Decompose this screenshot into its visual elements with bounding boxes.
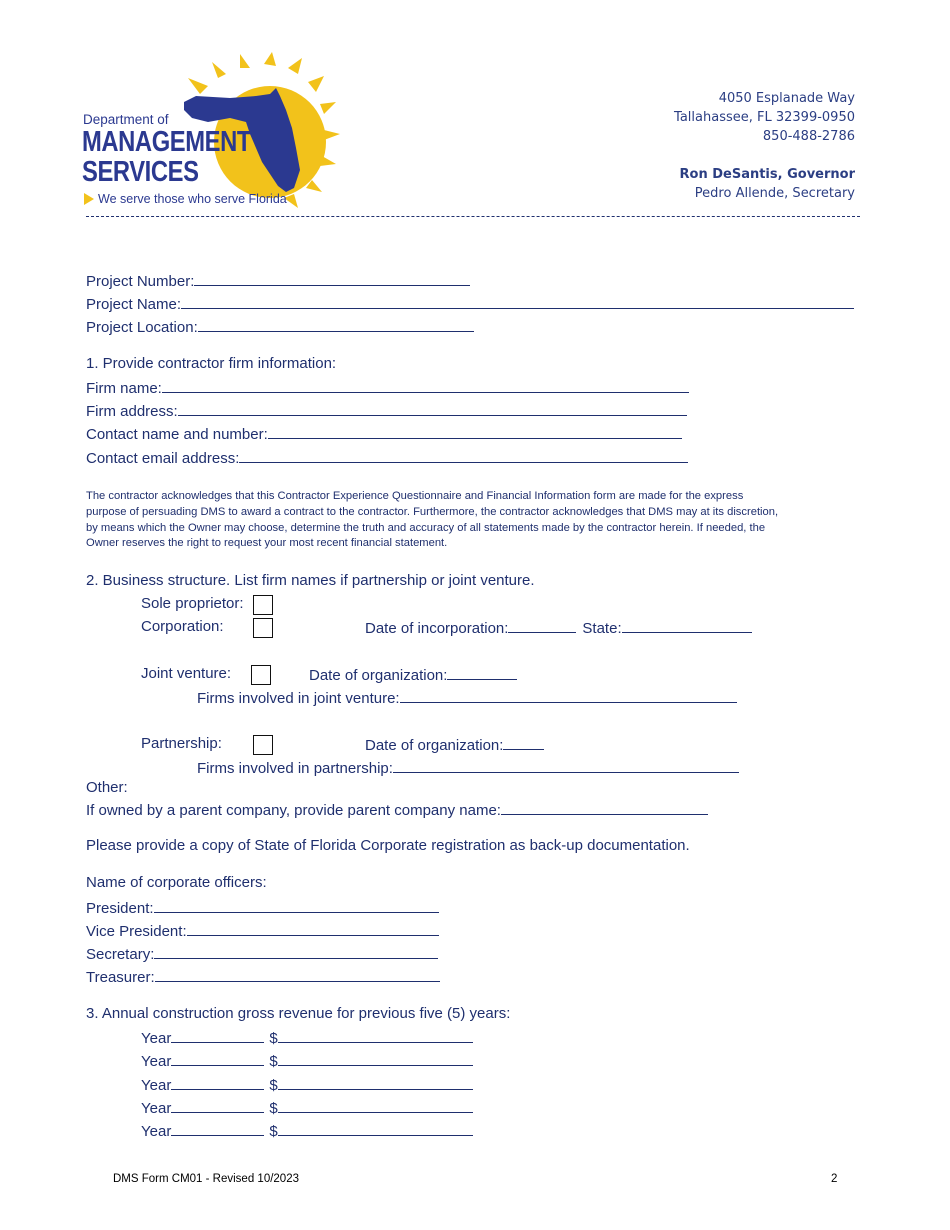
jv-firms-label: Firms involved in joint venture: bbox=[197, 690, 400, 707]
address-line-1: 4050 Esplanade Way bbox=[718, 91, 855, 106]
joint-venture-label: Joint venture: bbox=[141, 665, 232, 682]
year-label: Year bbox=[141, 1123, 172, 1140]
project-number-label: Project Number: bbox=[86, 273, 195, 290]
year-field[interactable] bbox=[171, 1028, 264, 1043]
governor-name: Ron DeSantis, Governor bbox=[679, 167, 855, 182]
treasurer-label: Treasurer: bbox=[86, 969, 155, 986]
other-label: Other: bbox=[86, 779, 128, 796]
section-2-heading: 2. Business structure. List firm names if partnership or joint venture. bbox=[86, 572, 535, 589]
currency-symbol: $ bbox=[269, 1123, 278, 1140]
jv-org-date-field[interactable] bbox=[447, 665, 517, 680]
sole-proprietor-label: Sole proprietor: bbox=[141, 595, 244, 612]
firm-address-row bbox=[86, 401, 687, 421]
currency-symbol: $ bbox=[269, 1053, 278, 1070]
acknowledgement-paragraph bbox=[86, 489, 866, 552]
address-line-2: Tallahassee, FL 32399-0950 bbox=[674, 110, 855, 125]
secretary-name: Pedro Allende, Secretary bbox=[694, 186, 855, 201]
revenue-amount-field[interactable] bbox=[278, 1075, 473, 1090]
incorporation-date-row bbox=[365, 618, 752, 638]
partnership-firms-label: Firms involved in partnership: bbox=[197, 760, 393, 777]
year-label: Year bbox=[141, 1077, 172, 1094]
incorporation-date-label: Date of incorporation: bbox=[365, 620, 509, 637]
section-3-heading: 3. Annual construction gross revenue for previous five (5) years: bbox=[86, 1005, 511, 1022]
project-name-row bbox=[86, 294, 854, 314]
logo-department-of: Department of bbox=[83, 112, 169, 127]
dms-logo bbox=[80, 52, 340, 212]
parent-company-row bbox=[86, 800, 708, 820]
logo-tagline: We serve those who serve Florida bbox=[98, 192, 287, 206]
footer-revision: 10/2023 bbox=[257, 1173, 299, 1185]
currency-symbol: $ bbox=[269, 1077, 278, 1094]
vice-president-row bbox=[86, 921, 439, 941]
incorporation-date-field[interactable] bbox=[508, 618, 576, 633]
firm-address-field[interactable] bbox=[178, 401, 687, 416]
vice-president-label: Vice President: bbox=[86, 923, 187, 940]
partnership-label: Partnership: bbox=[141, 735, 222, 752]
year-field[interactable] bbox=[171, 1098, 264, 1113]
firm-address-label: Firm address: bbox=[86, 403, 178, 420]
corporation-checkbox[interactable] bbox=[253, 618, 273, 638]
phone-number: 850-488-2786 bbox=[762, 129, 855, 144]
project-location-row bbox=[86, 317, 474, 337]
jv-org-date-row bbox=[309, 665, 517, 685]
footer-form-name: DMS Form CM01 - Revised bbox=[113, 1173, 255, 1185]
currency-symbol: $ bbox=[269, 1100, 278, 1117]
revenue-row bbox=[141, 1028, 473, 1048]
project-location-label: Project Location: bbox=[86, 319, 198, 336]
vice-president-field[interactable] bbox=[187, 921, 439, 936]
sole-proprietor-checkbox[interactable] bbox=[253, 595, 273, 615]
year-label: Year bbox=[141, 1053, 172, 1070]
revenue-amount-field[interactable] bbox=[278, 1121, 473, 1136]
jv-firms-field[interactable] bbox=[400, 688, 737, 703]
president-label: President: bbox=[86, 900, 154, 917]
parent-company-field[interactable] bbox=[501, 800, 708, 815]
officers-heading: Name of corporate officers: bbox=[86, 874, 267, 891]
project-name-field[interactable] bbox=[181, 294, 854, 309]
revenue-row bbox=[141, 1075, 473, 1095]
contact-row bbox=[86, 424, 682, 444]
project-number-row bbox=[86, 271, 470, 291]
year-label: Year bbox=[141, 1030, 172, 1047]
secretary-row bbox=[86, 944, 438, 964]
treasurer-field[interactable] bbox=[155, 967, 440, 982]
email-row bbox=[86, 448, 688, 468]
treasurer-row bbox=[86, 967, 440, 987]
corporation-label: Corporation: bbox=[141, 618, 224, 635]
logo-services: SERVICES bbox=[82, 156, 199, 188]
president-row bbox=[86, 898, 439, 918]
joint-venture-checkbox[interactable] bbox=[251, 665, 271, 685]
state-field[interactable] bbox=[622, 618, 752, 633]
firm-name-label: Firm name: bbox=[86, 380, 162, 397]
revenue-amount-field[interactable] bbox=[278, 1028, 473, 1043]
firm-name-field[interactable] bbox=[162, 378, 689, 393]
footer-page-number: 2 bbox=[831, 1173, 838, 1185]
secretary-field[interactable] bbox=[154, 944, 438, 959]
partnership-firms-field[interactable] bbox=[393, 758, 739, 773]
acknowledgement-line: Owner reserves the right to request your most recent financial statement. bbox=[86, 537, 448, 550]
president-field[interactable] bbox=[154, 898, 439, 913]
partnership-org-date-row bbox=[365, 735, 544, 755]
year-field[interactable] bbox=[171, 1051, 264, 1066]
play-arrow-icon bbox=[84, 193, 94, 205]
revenue-row bbox=[141, 1098, 473, 1118]
partnership-org-date-field[interactable] bbox=[503, 735, 544, 750]
acknowledgement-line: The contractor acknowledges that this Contractor Experience Questionnaire and Financial Information form are made for the express bbox=[86, 490, 744, 502]
jv-org-date-label: Date of organization: bbox=[309, 667, 448, 684]
year-label: Year bbox=[141, 1100, 172, 1117]
footer-form-id bbox=[113, 1173, 299, 1185]
firm-name-row bbox=[86, 378, 689, 398]
partnership-checkbox[interactable] bbox=[253, 735, 273, 755]
revenue-amount-field[interactable] bbox=[278, 1051, 473, 1066]
header-divider bbox=[86, 216, 860, 217]
parent-company-label: If owned by a parent company, provide parent company name: bbox=[86, 802, 501, 819]
project-name-label: Project Name: bbox=[86, 296, 182, 313]
email-label: Contact email address: bbox=[86, 450, 240, 467]
acknowledgement-line: by means which the Owner may choose, determine the truth and accuracy of all statements made by the contractor herein. If needed, the bbox=[86, 521, 766, 534]
jv-firms-row bbox=[197, 688, 737, 708]
currency-symbol: $ bbox=[269, 1030, 278, 1047]
year-field[interactable] bbox=[171, 1075, 264, 1090]
partnership-firms-row bbox=[197, 758, 739, 778]
project-number-field[interactable] bbox=[194, 271, 470, 286]
revenue-amount-field[interactable] bbox=[278, 1098, 473, 1113]
logo-management: MANAGEMENT bbox=[82, 126, 251, 158]
revenue-row bbox=[141, 1121, 473, 1141]
contact-label: Contact name and number: bbox=[86, 426, 268, 443]
partnership-org-date-label: Date of organization: bbox=[365, 737, 504, 754]
project-location-field[interactable] bbox=[198, 317, 474, 332]
secretary-label: Secretary: bbox=[86, 946, 155, 963]
contact-field[interactable] bbox=[268, 424, 682, 439]
state-label: State: bbox=[582, 620, 622, 637]
acknowledgement-line: purpose of persuading DMS to award a contract to the contractor. Furthermore, the contractor acknowledges that DMS may at its discretion, bbox=[86, 505, 779, 518]
email-field[interactable] bbox=[239, 448, 688, 463]
revenue-row bbox=[141, 1051, 473, 1071]
year-field[interactable] bbox=[171, 1121, 264, 1136]
registration-note: Please provide a copy of State of Florida Corporate registration as back-up documentation. bbox=[86, 837, 690, 854]
section-1-heading: 1. Provide contractor firm information: bbox=[86, 355, 337, 372]
